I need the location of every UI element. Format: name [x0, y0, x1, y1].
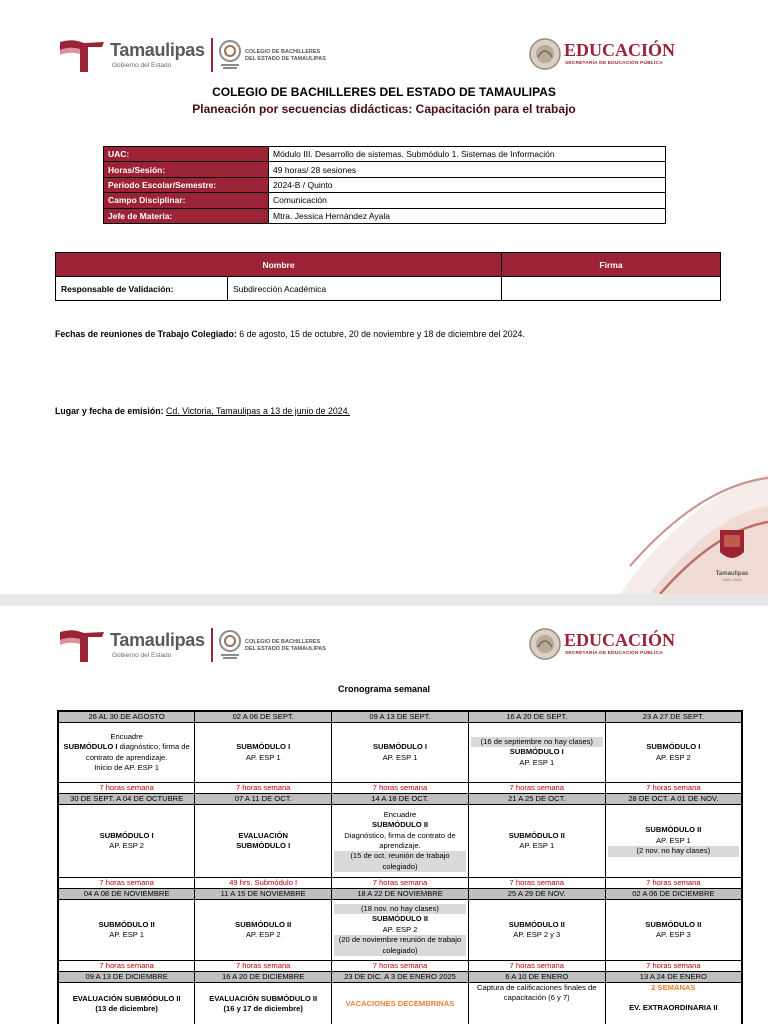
cobat-line-2: DEL ESTADO DE TAMAULIPAS [245, 56, 326, 62]
schedule-content-row [58, 983, 742, 1024]
cell-orange: 2 SEMANAS [651, 983, 696, 992]
schedule-date-row [58, 711, 742, 723]
cell-post: AP. ESP 1 [519, 757, 555, 767]
week-hours: 7 horas semana [58, 878, 195, 889]
info-key: Jefe de Materia: [104, 208, 269, 223]
week-hours: 7 horas semana [58, 783, 195, 794]
document-subtitle: Planeación por secuencias didácticas: Capacitación para el trabajo [192, 102, 576, 116]
week-cell [605, 805, 742, 878]
validation-name-header: Nombre [56, 253, 502, 277]
schedule-date-row [58, 972, 742, 983]
info-value: Módulo III. Desarrollo de sistemas. Submódulo 1. Sistemas de Información [269, 147, 666, 162]
shield-icon [712, 528, 752, 566]
tamaulipas-t-icon [58, 628, 106, 664]
week-hours: 7 horas semana [468, 783, 605, 794]
emission-label: Lugar y fecha de emisión: [55, 406, 164, 416]
tamaulipas-subtitle: Gobierno del Estado [112, 652, 172, 659]
week-cell [332, 900, 469, 961]
cell-post: AP. ESP 2 [382, 924, 418, 934]
week-cell [468, 900, 605, 961]
tamaulipas-name: Tamaulipas [110, 40, 205, 60]
cell-note: (2 nov. no hay clases) [608, 846, 739, 856]
info-value: Comunicación [269, 193, 666, 208]
tamaulipas-subtitle: Gobierno del Estado [112, 62, 172, 69]
week-date: 07 A 11 DE OCT. [195, 794, 332, 805]
week-cell [58, 805, 195, 878]
tamaulipas-shield-logo [712, 528, 752, 580]
week-date: 09 A 13 DE SEPT. [332, 711, 469, 723]
cell-bold: SUBMÓDULO I [99, 830, 154, 840]
cell-pre: Encuadre [383, 809, 417, 819]
page-2 [0, 606, 768, 1024]
info-row [104, 147, 666, 162]
cell-post: AP. ESP 1 [655, 835, 691, 845]
week-date: 02 A 06 DE DICIEMBRE [605, 889, 742, 900]
week-hours: 7 horas semana [332, 878, 469, 889]
week-cell [605, 723, 742, 783]
week-hours: 7 horas semana [605, 878, 742, 889]
info-row [104, 177, 666, 192]
info-row [104, 193, 666, 208]
tamaulipas-t-icon [58, 38, 106, 74]
cell-pre: Encuadre [110, 731, 143, 741]
week-cell [58, 983, 195, 1024]
national-seal-icon [528, 37, 562, 71]
sep-subtitle: SECRETARÍA DE EDUCACIÓN PÚBLICA [565, 61, 663, 66]
week-cell [195, 723, 332, 783]
week-hours: 7 horas semana [468, 878, 605, 889]
emission-text: Cd. Victoria, Tamaulipas a 13 de junio de 2024. [165, 406, 351, 416]
week-cell [195, 805, 332, 878]
cell-post: AP. ESP 2 [109, 841, 145, 850]
schedule-hours-row [58, 878, 742, 889]
cell-bold: SUBMÓDULO II [508, 830, 565, 840]
cell-post: Inicio de AP. ESP 1 [94, 762, 160, 772]
cell-bold-2: EV. EXTRAORDINARIA II [629, 1003, 718, 1013]
cobat-text [245, 49, 335, 63]
cell-orange: VACACIONES DECEMBRINAS [345, 999, 455, 1009]
week-cell [332, 805, 469, 878]
week-cell [605, 900, 742, 961]
week-cell [195, 900, 332, 961]
info-key: Periodo Escolar/Semestre: [104, 177, 269, 192]
cell-bold: SUBMÓDULO I [236, 742, 291, 752]
cell-bold-2: (16 y 17 de diciembre) [223, 1004, 303, 1014]
week-date: 13 A 24 DE ENERO [605, 972, 742, 983]
week-date: 16 A 20 DE DICIEMBRE [195, 972, 332, 983]
cell-post: AP. ESP 2 [245, 930, 281, 939]
week-cell [195, 983, 332, 1024]
cell-post: AP. ESP 1 [382, 752, 418, 762]
week-cell [58, 723, 195, 783]
cell-bold-2: SUBMÓDULO I [236, 841, 291, 850]
cell-post: AP. ESP 1 [519, 841, 555, 850]
tamaulipas-logo [58, 36, 208, 76]
cell-note: (18 nov. no hay clases) [334, 904, 466, 914]
week-hours: 7 horas semana [195, 783, 332, 794]
tamaulipas-logo [58, 626, 208, 666]
week-date: 14 A 18 DE OCT. [332, 794, 469, 805]
cell-bold: SUBMÓDULO II [508, 919, 565, 929]
meeting-dates-text: 6 de agosto, 15 de octubre, 20 de noviembre y 18 de diciembre del 2024. [236, 329, 525, 339]
schedule-hours-row [58, 783, 742, 794]
tamaulipas-name: Tamaulipas [110, 630, 205, 650]
cobat-text [245, 639, 335, 653]
cell-bold-2: (13 de diciembre) [95, 1004, 158, 1014]
cell-bold: EVALUACIÓN SUBMÓDULO II [209, 993, 318, 1003]
schedule-title: Cronograma semanal [337, 684, 431, 694]
cobat-logo [218, 38, 328, 72]
week-date: 21 A 25 DE OCT. [468, 794, 605, 805]
cell-post: AP. ESP 2 y 3 [513, 930, 561, 939]
validation-label: Responsable de Validación: [56, 277, 228, 301]
uac-info-table [103, 146, 666, 224]
cell-note: (15 de oct. reunión de trabajo colegiado) [334, 851, 466, 872]
page-separator [0, 594, 768, 606]
cobat-logo [218, 628, 328, 662]
info-row [104, 208, 666, 223]
cell-bold: EVALUACIÓN [238, 830, 289, 840]
cell-bold: SUBMÓDULO II [371, 820, 429, 830]
cell-bold: SUBMÓDULO II [98, 919, 155, 929]
week-hours: 7 horas semana [332, 783, 469, 794]
info-key: UAC: [104, 147, 269, 162]
validation-row [56, 277, 721, 301]
cell-bold: SUBMÓDULO I [63, 742, 118, 752]
sep-logo [528, 36, 678, 76]
week-hours: 7 horas semana [195, 961, 332, 972]
cell-note: (16 de septiembre no hay clases) [471, 737, 603, 747]
national-seal-icon [528, 627, 562, 661]
weekly-schedule-table [57, 710, 743, 1024]
week-hours: 7 horas semana [605, 961, 742, 972]
week-date: 09 A 13 DE DICIEMBRE [58, 972, 195, 983]
shield-caption: Tamaulipas [715, 571, 749, 577]
week-hours: 49 hrs. Submódulo I [195, 878, 332, 889]
logo-divider [211, 38, 213, 72]
schedule-content-row [58, 900, 742, 961]
week-date: 25 A 29 DE NOV. [468, 889, 605, 900]
meeting-dates [55, 329, 525, 339]
cell-bold: SUBMÓDULO I [372, 742, 427, 752]
week-date: 18 A 22 DE NOVIEMBRE [332, 889, 469, 900]
schedule-content-row [58, 805, 742, 878]
sep-logo [528, 626, 678, 666]
week-date: 23 DE DIC. A 3 DE ENERO 2025 [332, 972, 469, 983]
cell-bold: SUBMÓDULO II [645, 919, 702, 929]
cell-post: Captura de calificaciones finales de capacitación (6 y 7) [477, 983, 597, 1003]
cell-post: AP. ESP 1 [109, 930, 145, 939]
cobat-emblem-icon [218, 628, 242, 660]
week-hours: 7 horas semana [605, 783, 742, 794]
cell-bold: SUBMÓDULO II [235, 919, 292, 929]
cell-post: AP. ESP 1 [245, 752, 281, 762]
week-date: 04 A 08 DE NOVIEMBRE [58, 889, 195, 900]
cobat-emblem-icon [218, 38, 242, 70]
info-row [104, 162, 666, 177]
cell-post: Diagnóstico, firma de contrato de aprendizaje. [344, 830, 456, 850]
sep-name: EDUCACIÓN [564, 40, 676, 60]
cell-bold: SUBMÓDULO I [509, 747, 564, 757]
schedule-hours-row [58, 961, 742, 972]
validation-header-row [56, 253, 721, 277]
meeting-dates-label: Fechas de reuniones de Trabajo Colegiado: [55, 329, 237, 339]
week-cell [332, 723, 469, 783]
week-date: 23 A 27 DE SEPT. [605, 711, 742, 723]
week-hours: 7 horas semana [58, 961, 195, 972]
validation-value: Subdirección Académica [228, 277, 502, 301]
week-cell [468, 723, 605, 783]
week-cell [468, 805, 605, 878]
info-value: 2024-B / Quinto [269, 177, 666, 192]
week-date: 26 AL 30 DE AGOSTO [58, 711, 195, 723]
week-date: 30 DE SEPT. A 04 DE OCTUBRE [58, 794, 195, 805]
emission-info [55, 406, 350, 416]
week-date: 11 A 15 DE NOVIEMBRE [195, 889, 332, 900]
cell-text: diagnóstico, firma de contrato de aprendizaje. [85, 742, 190, 762]
info-key: Horas/Sesión: [104, 162, 269, 177]
cell-note-2: (20 de noviembre reunión de trabajo colegiado) [334, 935, 466, 956]
cell-post: AP. ESP 2 [655, 752, 691, 762]
sep-name: EDUCACIÓN [564, 630, 676, 650]
week-hours: 7 horas semana [332, 961, 469, 972]
info-value: Mtra. Jessica Hernández Ayala [269, 208, 666, 223]
cell-bold: SUBMÓDULO II [645, 825, 702, 835]
cobat-line-1: COLEGIO DE BACHILLERES [245, 639, 321, 645]
page-header [58, 36, 678, 76]
validation-sign-header: Firma [502, 253, 721, 277]
info-key: Campo Disciplinar: [104, 193, 269, 208]
week-cell [605, 983, 742, 1024]
week-date: 02 A 06 DE SEPT. [195, 711, 332, 723]
document-title: COLEGIO DE BACHILLERES DEL ESTADO DE TAMAULIPAS [212, 85, 556, 99]
schedule-content-row [58, 723, 742, 783]
cobat-line-2: DEL ESTADO DE TAMAULIPAS [245, 646, 326, 652]
page-header [58, 626, 678, 666]
cobat-line-1: COLEGIO DE BACHILLERES [245, 49, 321, 55]
info-value: 49 horas/ 28 sesiones [269, 162, 666, 177]
cell-bold: SUBMÓDULO II [371, 914, 429, 924]
week-hours: 7 horas semana [468, 961, 605, 972]
cell-bold: SUBMÓDULO I [646, 742, 701, 752]
cell-main [61, 742, 192, 763]
cell-post: AP. ESP 3 [655, 930, 691, 939]
logo-divider [211, 628, 213, 662]
week-cell [332, 983, 469, 1024]
shield-years: 2022-2028 [722, 577, 742, 582]
week-cell [468, 983, 605, 1024]
cell-bold: EVALUACIÓN SUBMÓDULO II [72, 993, 181, 1003]
validation-signature [502, 277, 721, 301]
week-date: 16 A 20 DE SEPT. [468, 711, 605, 723]
schedule-date-row [58, 794, 742, 805]
week-cell [58, 900, 195, 961]
sep-subtitle: SECRETARÍA DE EDUCACIÓN PÚBLICA [565, 651, 663, 656]
validation-table [55, 252, 721, 301]
schedule-date-row [58, 889, 742, 900]
week-date: 6 A 10 DE ENERO [468, 972, 605, 983]
week-date: 28 DE OCT. A 01 DE NOV. [605, 794, 742, 805]
